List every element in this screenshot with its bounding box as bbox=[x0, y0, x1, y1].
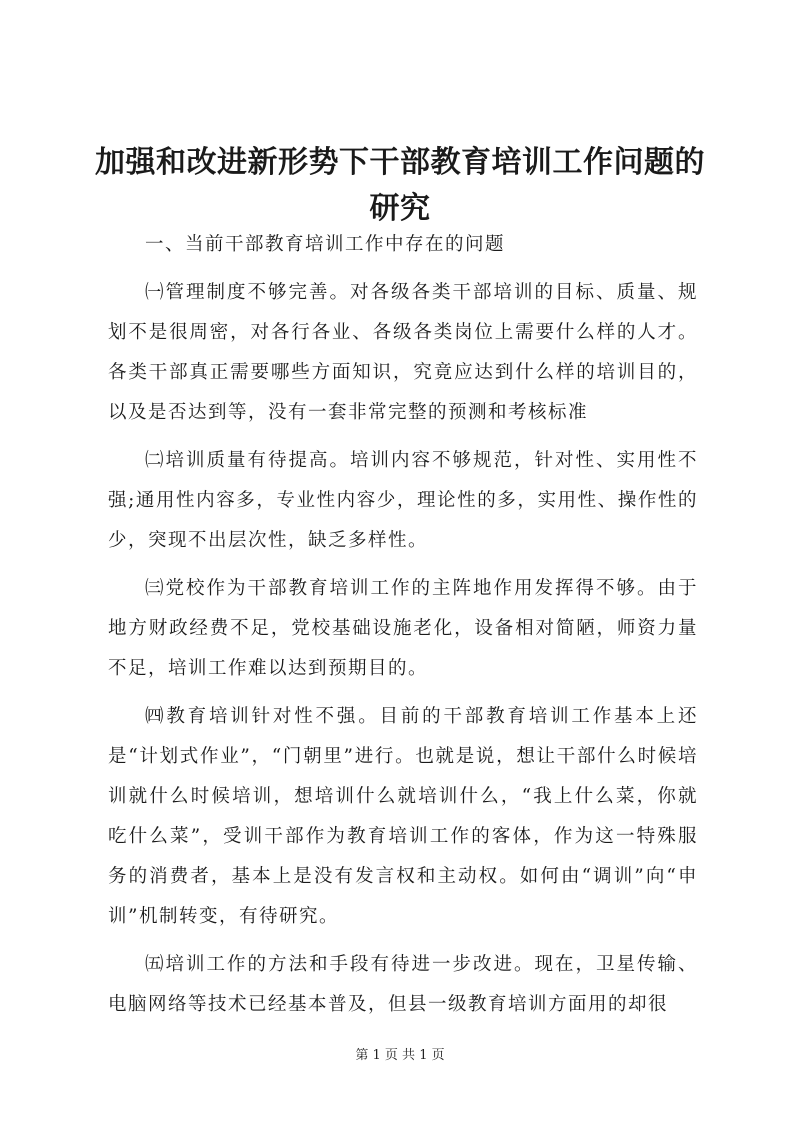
paragraph-3: ㈢党校作为干部教育培训工作的主阵地作用发挥得不够。由于地方财政经费不足，党校基础设施老化，设备相对简陋，师资力量不足，培训工作难以达到预期目的。 bbox=[108, 578, 698, 679]
document-title: 加强和改进新形势下干部教育培训工作问题的研究 bbox=[95, 145, 705, 226]
paragraph-2: ㈡培训质量有待提高。培训内容不够规范，针对性、实用性不强;通用性内容多，专业性内容少，理论性的多，实用性、操作性的少，突现不出层次性，缺乏多样性。 bbox=[108, 450, 698, 551]
paragraph-5: ㈤培训工作的方法和手段有待进一步改进。现在，卫星传输、电脑网络等技术已经基本普及，但县一级教育培训方面用的却很 bbox=[108, 954, 698, 1015]
paragraph-1: ㈠管理制度不够完善。对各级各类干部培训的目标、质量、规划不是很周密，对各行各业、各级各类岗位上需要什么样的人才。各类干部真正需要哪些方面知识，究竟应达到什么样的培训目的，以及是否达到等，没有一套非常完整的预测和考核标准 bbox=[108, 282, 698, 423]
document-body bbox=[108, 225, 698, 1033]
section-heading: 一、当前干部教育培训工作中存在的问题 bbox=[145, 234, 506, 255]
page-footer: 第 1 页 共 1 页 bbox=[355, 1048, 445, 1063]
paragraph-4: ㈣教育培训针对性不强。目前的干部教育培训工作基本上还是“计划式作业”，“门朝里”进行。也就是说，想让干部什么时候培训就什么时候培训，想培训什么就培训什么，“我上什么菜，你就吃什么菜”，受训干部作为教育培训工作的客体，作为这一特殊服务的消费者，基本上是没有发言权和主动权。如何由“调训”向“申训”机制转变，有待研究。 bbox=[108, 706, 698, 927]
